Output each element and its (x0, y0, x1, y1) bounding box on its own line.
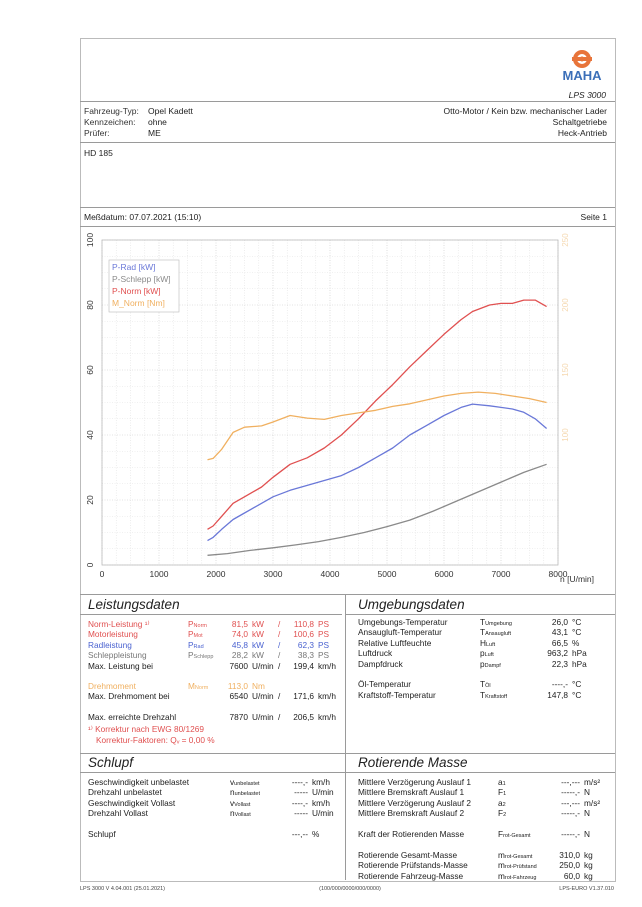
symbol: mrot-Prüfstand (498, 860, 537, 871)
y-tick-label: 100 (85, 232, 95, 248)
ambient-table (358, 617, 608, 700)
symbol: pDampf (480, 658, 501, 669)
table-row (88, 661, 343, 671)
correction-note: ¹⁾ Korrektur nach EWG 80/1269 (88, 724, 204, 734)
table-row (358, 638, 608, 648)
row-value: 28,2 (231, 650, 248, 661)
row-unit: °C (572, 679, 582, 690)
y-tick-label: 40 (85, 430, 95, 440)
mass-table (358, 777, 608, 881)
symbol: PRad (188, 639, 204, 650)
slip-section-title: Schlupf (88, 755, 134, 770)
table-row (88, 819, 338, 829)
table-row (358, 850, 608, 860)
symbol: a1 (498, 777, 506, 787)
row-label: Geschwindigkeit unbelastet (88, 777, 190, 787)
row-value: 206,5 (293, 712, 314, 723)
y-tick-label: 80 (85, 300, 95, 310)
row-label: Max. Leistung bei (88, 660, 154, 671)
symbol: nunbelastet (230, 787, 261, 798)
legend-entry: P-Rad [kW] (112, 262, 156, 272)
table-row (88, 808, 338, 818)
row-unit: PS (318, 650, 330, 661)
page-number: Seite 1 (580, 212, 607, 222)
symbol: PMot (188, 629, 203, 640)
row-unit: U/min (252, 691, 274, 702)
table-row (358, 787, 608, 797)
correction-factors: Korrektur-Faktoren: Qᵥ = 0,00 % (96, 735, 215, 745)
symbol-subscript: unbelastet (234, 791, 261, 798)
x-axis-unit: n [U/min] (560, 574, 595, 584)
table-row (88, 650, 343, 660)
row-value: ---,--- (561, 797, 580, 808)
row-unit: PS (318, 619, 330, 629)
row-label: Geschwindigkeit Vollast (88, 797, 176, 808)
power-section-title: Leistungsdaten (88, 597, 180, 612)
x-tick-label: 8000 (548, 569, 568, 579)
column-divider (345, 594, 346, 880)
row-unit: N (584, 808, 590, 819)
row-unit: m/s² (584, 797, 601, 808)
row-label: Dampfdruck (358, 658, 403, 669)
symbol: Frot-Gesamt (498, 828, 531, 839)
symbol-subscript: Norm (194, 685, 209, 691)
row-label: Rotierende Fahrzeug-Masse (358, 870, 464, 881)
divider (80, 753, 615, 754)
y2-tick-label: 150 (561, 363, 570, 377)
table-row (358, 798, 608, 808)
row-label: Max. Drehmoment bei (88, 691, 170, 702)
row-label: Mittlere Verzögerung Auslauf 2 (358, 797, 471, 808)
row-value: 22,3 (551, 658, 568, 669)
table-row (358, 829, 608, 839)
tester-value: ME (148, 128, 161, 138)
ambient-section-title: Umgebungsdaten (358, 597, 465, 612)
row-separator: / (278, 650, 281, 661)
row-label: Luftdruck (358, 648, 393, 659)
drive-type: Heck-Antrieb (557, 128, 607, 138)
table-row (358, 648, 608, 658)
row-separator: / (278, 639, 281, 650)
x-tick-label: 3000 (263, 569, 283, 579)
symbol-subscript: Rad (193, 643, 204, 650)
y-tick-label: 60 (85, 365, 95, 375)
x-tick-label: 7000 (491, 569, 511, 579)
row-label: Umgebungs-Temperatur (358, 617, 448, 627)
x-tick-label: 2000 (206, 569, 226, 579)
row-label: Rotierende Prüfstands-Masse (358, 860, 468, 871)
row-value: 310,0 (559, 849, 580, 860)
plate-value: ohne (148, 117, 167, 127)
table-row (88, 777, 338, 787)
symbol-subscript: rot-Prüfstand (504, 864, 537, 871)
table-row (358, 860, 608, 870)
row-unit: % (572, 637, 580, 648)
row-unit: hPa (572, 658, 587, 669)
row-unit: km/h (312, 797, 330, 808)
row-value: 199,4 (293, 660, 314, 671)
row-value: -----,- (561, 787, 580, 798)
y2-tick-label: 100 (561, 428, 570, 442)
row-unit: U/min (252, 660, 274, 671)
logo-text: MAHA (562, 68, 602, 83)
divider (80, 101, 615, 102)
symbol-subscript: Schlepp (193, 654, 214, 661)
row-unit: N (584, 787, 590, 798)
tester-label: Prüfer: (84, 128, 110, 138)
x-tick-label: 1000 (149, 569, 169, 579)
row-label: Kraftstoff-Temperatur (358, 689, 436, 700)
row-label: Ansaugluft-Temperatur (358, 627, 442, 638)
table-row (358, 627, 608, 637)
row-unit: N (584, 828, 590, 839)
row-label: Max. erreichte Drehzahl (88, 712, 177, 723)
row-label: Öl-Temperatur (358, 679, 412, 690)
table-row (88, 691, 343, 701)
mass-section-title: Rotierende Masse (358, 755, 468, 770)
table-row (358, 659, 608, 669)
x-tick-label: 0 (99, 569, 105, 579)
symbol-subscript: Luft (486, 641, 496, 648)
symbol-subscript: Ansaugluft (485, 631, 512, 638)
footer-center: (100/000/0000/000/0000) (319, 886, 381, 892)
x-tick-label: 5000 (377, 569, 397, 579)
symbol: F2 (498, 808, 507, 819)
row-unit: m/s² (584, 777, 601, 787)
symbol: pLuft (480, 648, 494, 659)
row-value: 43,1 (551, 627, 568, 638)
table-row (88, 702, 343, 712)
series-line (208, 404, 547, 540)
row-label: Mittlere Bremskraft Auslauf 2 (358, 808, 465, 819)
divider (345, 614, 615, 615)
footer-left: LPS 3000 V 4.04.001 (25.01.2021) (80, 886, 166, 892)
row-value: ----- (294, 787, 308, 798)
table-row (88, 798, 338, 808)
row-value: 45,8 (231, 639, 248, 650)
row-value: 66,5 (551, 637, 568, 648)
table-row (358, 839, 608, 849)
x-tick-label: 6000 (434, 569, 454, 579)
row-label: Schleppleistung (88, 650, 147, 661)
table-row (88, 681, 343, 691)
symbol: HLuft (480, 637, 496, 648)
table-row (358, 808, 608, 818)
row-unit: °C (572, 617, 582, 627)
table-row (88, 787, 338, 797)
legend-entry: P-Norm [kW] (112, 286, 161, 296)
torque-table (88, 681, 343, 723)
x-tick-label: 4000 (320, 569, 340, 579)
table-row (358, 871, 608, 881)
row-unit: km/h (318, 712, 336, 723)
row-value: ----,- (551, 679, 568, 690)
engine-type: Otto-Motor / Kein bzw. mechanischer Lader (443, 106, 607, 116)
row-unit: U/min (312, 808, 334, 819)
row-label: Schlupf (88, 828, 116, 839)
row-unit: km/h (318, 691, 336, 702)
row-unit: kW (252, 619, 264, 629)
row-label: Drehzahl unbelastet (88, 787, 162, 798)
symbol: mrot-Gesamt (498, 849, 533, 860)
symbol: a2 (498, 797, 506, 808)
symbol-subscript: Norm (193, 623, 207, 629)
row-unit: kW (252, 650, 264, 661)
row-unit: kg (584, 870, 593, 881)
plate-label: Kennzeichen: (84, 117, 136, 127)
row-value: ---,--- (561, 777, 580, 787)
table-row (88, 640, 343, 650)
row-label: Kraft der Rotierenden Masse (358, 828, 465, 839)
row-value: ---,-- (291, 828, 308, 839)
row-unit: kW (252, 639, 264, 650)
row-value: ----,- (291, 797, 308, 808)
divider (345, 772, 615, 773)
row-value: 7600 (229, 660, 248, 671)
row-label: Motorleistung (88, 629, 138, 640)
row-unit: km/h (312, 777, 330, 787)
measure-date: Meßdatum: 07.07.2021 (15:10) (84, 212, 202, 222)
row-value: 250,0 (559, 860, 580, 871)
row-value: ----- (294, 808, 308, 819)
row-value: -----,- (561, 808, 580, 819)
table-row (358, 669, 608, 679)
divider (80, 142, 615, 143)
row-value: 110,8 (293, 619, 314, 629)
symbol-subscript: 1 (503, 791, 507, 798)
row-unit: PS (318, 629, 330, 640)
row-value: 38,3 (297, 650, 314, 661)
row-value: 171,6 (293, 691, 314, 702)
symbol: TÖl (480, 679, 491, 690)
row-value: 147,8 (547, 689, 568, 700)
row-unit: °C (572, 689, 582, 700)
row-unit: Nm (252, 681, 265, 691)
table-row (88, 629, 343, 639)
symbol-subscript: 2 (503, 812, 507, 819)
symbol: F1 (498, 787, 507, 798)
table-row (88, 712, 343, 722)
divider (80, 207, 615, 208)
table-row (358, 617, 608, 627)
row-label: Radleistung (88, 639, 132, 650)
symbol: nVollast (230, 808, 251, 819)
y-tick-label: 20 (85, 495, 95, 505)
y-tick-label: 0 (85, 562, 95, 568)
row-unit: kg (584, 849, 593, 860)
symbol-subscript: Umgebung (485, 621, 512, 627)
row-label: Relative Luftfeuchte (358, 637, 432, 648)
legend-entry: M_Norm [Nm] (112, 298, 165, 308)
row-value: 74,0 (231, 629, 248, 640)
symbol-subscript: Mot (193, 633, 203, 640)
row-label: Drehzahl Vollast (88, 808, 148, 819)
row-value: 100,6 (293, 629, 314, 640)
y2-tick-label: 250 (561, 233, 570, 247)
row-value: 7870 (229, 712, 248, 723)
row-separator: / (278, 712, 281, 723)
row-value: 81,5 (231, 619, 248, 629)
symbol: TKraftstoff (480, 689, 507, 700)
power-table (88, 619, 343, 671)
model-label: LPS 3000 (568, 90, 606, 100)
table-row (358, 819, 608, 829)
row-unit: kg (584, 860, 593, 871)
symbol: PSchlepp (188, 650, 214, 661)
row-label: Drehmoment (88, 681, 136, 691)
row-label: Norm-Leistung ¹⁾ (88, 619, 150, 629)
row-label: Mittlere Bremskraft Auslauf 1 (358, 787, 465, 798)
table-row (88, 829, 338, 839)
row-unit: kW (252, 629, 264, 640)
row-separator: / (278, 691, 281, 702)
row-unit: °C (572, 627, 582, 638)
symbol-subscript: 2 (502, 801, 506, 808)
table-row (88, 619, 343, 629)
symbol: TUmgebung (480, 617, 512, 627)
row-label: Rotierende Gesamt-Masse (358, 849, 458, 860)
maha-logo (557, 46, 607, 86)
table-row (358, 679, 608, 689)
symbol: mrot-Fahrzeug (498, 870, 537, 881)
row-unit: km/h (318, 660, 336, 671)
row-unit: PS (318, 639, 330, 650)
table-row (358, 690, 608, 700)
series-line (208, 464, 547, 555)
symbol-subscript: Vollast (234, 801, 251, 808)
symbol-subscript: 1 (502, 781, 506, 787)
row-value: ----,- (291, 777, 308, 787)
symbol-subscript: Vollast (234, 812, 251, 819)
note-text: HD 185 (84, 148, 113, 158)
row-value: 113,0 (227, 681, 248, 691)
symbol-subscript: rot-Gesamt (504, 853, 533, 860)
row-value: 60,0 (563, 870, 580, 881)
row-unit: hPa (572, 648, 587, 659)
slip-table (88, 777, 338, 839)
symbol-subscript: unbelastet (234, 781, 260, 787)
footer-right: LPS-EURO V1.37.010 (559, 886, 614, 892)
row-unit: U/min (312, 787, 334, 798)
row-separator: / (278, 660, 281, 671)
y2-tick-label: 200 (561, 298, 570, 312)
row-value: 963,2 (547, 648, 568, 659)
divider (80, 772, 345, 773)
row-value: 6540 (229, 691, 248, 702)
power-chart (80, 230, 614, 590)
symbol-subscript: Öl (485, 683, 491, 690)
symbol: vVollast (230, 797, 251, 808)
divider (80, 226, 615, 227)
row-value: 26,0 (551, 617, 568, 627)
series-line (208, 300, 547, 529)
symbol-subscript: Luft (484, 652, 494, 659)
vehicle-label: Fahrzeug-Typ: (84, 106, 139, 116)
symbol-subscript: rot-Gesamt (503, 832, 531, 839)
symbol: TAnsaugluft (480, 627, 512, 638)
row-separator: / (278, 619, 281, 629)
symbol-subscript: Kraftstoff (485, 693, 507, 700)
symbol-subscript: rot-Fahrzeug (504, 874, 537, 881)
table-row (358, 777, 608, 787)
gearbox-type: Schaltgetriebe (552, 117, 607, 127)
symbol: MNorm (188, 681, 209, 691)
vehicle-value: Opel Kadett (148, 106, 193, 116)
row-value: -----,- (561, 828, 580, 839)
legend-entry: P-Schlepp [kW] (112, 274, 171, 284)
row-unit: % (312, 828, 320, 839)
row-label: Mittlere Verzögerung Auslauf 1 (358, 777, 471, 787)
divider (80, 614, 342, 615)
symbol: vunbelastet (230, 777, 260, 787)
row-unit: U/min (252, 712, 274, 723)
row-value: 62,3 (297, 639, 314, 650)
divider (80, 594, 615, 595)
symbol-subscript: Dampf (484, 662, 501, 669)
row-separator: / (278, 629, 281, 640)
symbol: PNorm (188, 619, 207, 629)
